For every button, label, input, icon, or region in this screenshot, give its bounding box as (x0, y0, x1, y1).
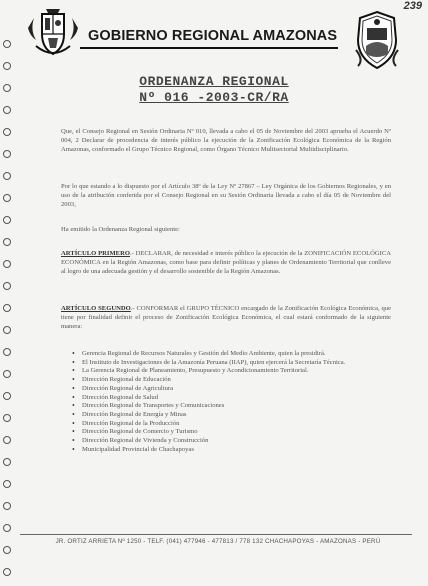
paragraph-considerando: Que, el Consejo Regional en Sesión Ordinaria Nº 010, llevada a cabo el 05 de Noviembre del 2003 aprueba el Acuerdo Nº 004, 2 Declarar de procedencia de interés público la ejecución de la Zonificación Ecológica Económica de la Región Amazonas, conformado el Grupo Técnico Regional, como Órgano Técnico Multisectorial Multidisciplinario. (61, 128, 391, 153)
list-item: • Dirección Regional de Energía y Minas (70, 411, 390, 420)
document-number: Nº 016 -2003-CR/RA (139, 90, 289, 105)
footer-address: JR. ORTIZ ARRIETA Nº 1250 - TELF. (041) 477946 - 477813 / 778 132 CHACHAPOYAS - AMAZONAS - PERÚ (55, 538, 381, 545)
article-second (61, 305, 391, 331)
binder-holes (3, 40, 11, 580)
article-second-heading: ARTÍCULO SEGUNDO (61, 305, 131, 312)
regional-seal-icon (354, 10, 400, 70)
list-item: • Gerencia Regional de Recursos Naturales y Gestión del Medio Ambiente, quien la presidirá. (70, 350, 390, 359)
peru-coat-of-arms-icon (26, 8, 80, 60)
list-item: • Dirección Regional de Agricultura (70, 385, 390, 394)
document-title: ORDENANZA REGIONAL (139, 74, 289, 89)
list-item: • Dirección Regional de la Producción (70, 420, 390, 429)
list-item: • Dirección Regional de Comercio y Turismo (70, 428, 390, 437)
list-item: • Dirección Regional de Vivienda y Construcción (70, 437, 390, 446)
article-first (61, 250, 391, 276)
paragraph-legal-basis: Por lo que estando a lo dispuesto por el Artículo 38º de la Ley Nº 27867 – Ley Orgánica de los Gobiernos Regionales, y en uso de la atribución conferida por el Consejo Regional en su Sesión Ordinaria llevada a cabo el día 05 de Noviembre del 2003, (61, 183, 391, 208)
paragraph-emission: Ha emitido la Ordenanza Regional siguiente: (61, 226, 180, 233)
article-first-heading: ARTÍCULO PRIMERO (61, 250, 130, 257)
list-item: • Dirección Regional de Transportes y Comunicaciones (70, 402, 390, 411)
list-item: • Municipalidad Provincial de Chachapoyas (70, 446, 390, 455)
footer-rule (20, 534, 412, 535)
list-item: • El Instituto de Investigaciones de la Amazonía Peruana (IIAP), quien ejercerá la Secretaría Técnica. (70, 359, 390, 368)
header-rule (80, 47, 338, 49)
list-item: • Dirección Regional de Salud (70, 394, 390, 403)
organization-name: GOBIERNO REGIONAL AMAZONAS (88, 28, 338, 44)
page-number: 239 (403, 0, 422, 12)
article-first-text: .- DECLARAR, de necesidad e interés público la ejecución de la ZONIFICACIÓN ECOLÓGICA ECONÓMICA en la Región Amazonas, como base para definir políticas y planes de Ordenamiento Territorial que conlleve al logro de una adecuada gestión y el desarrollo sostenible de la Región Amazonas. (61, 250, 391, 275)
list-item: • La Gerencia Regional de Planeamiento, Presupuesto y Acondicionamiento Territorial. (70, 367, 390, 376)
article-second-text: .- CONFORMAR el GRUPO TÉCNICO encargado de la Zonificación Ecológica Económica, que tiene por finalidad definir el proceso de Zonificación Ecológica Económica, el cual estará conformado de la siguiente manera: (61, 305, 391, 330)
member-list (70, 350, 390, 454)
list-item: • Dirección Regional de Educación (70, 376, 390, 385)
